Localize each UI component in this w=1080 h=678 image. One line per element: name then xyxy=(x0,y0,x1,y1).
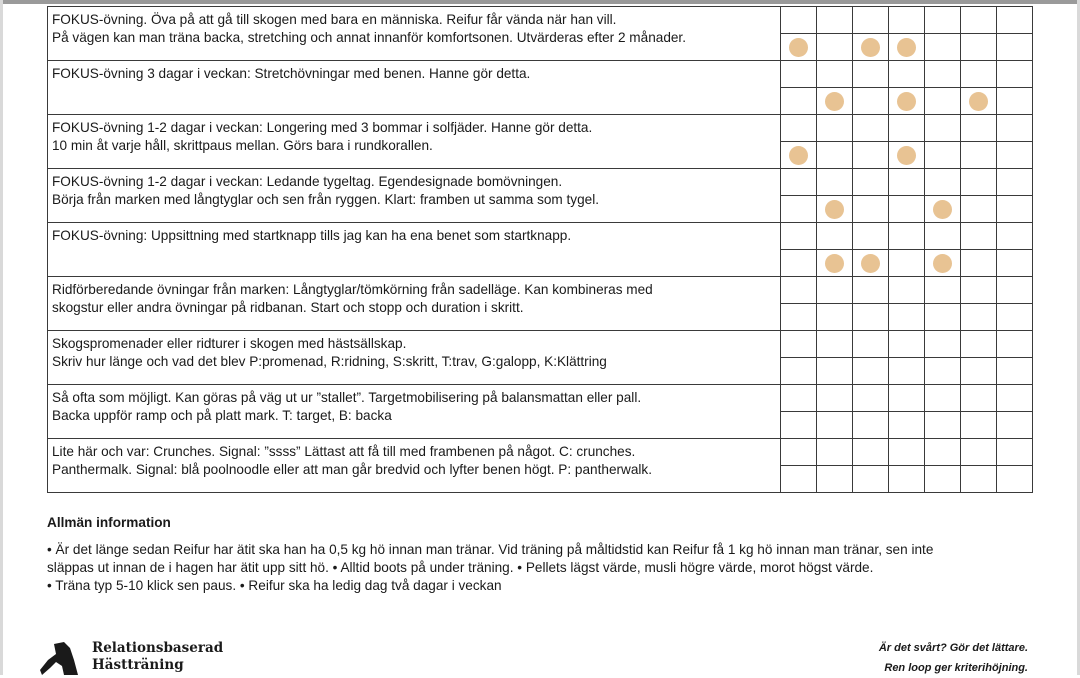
description-line: Ridförberedande övningar från marken: Långtyglar/tömkörning från sadelläge. Kan kombineras med xyxy=(52,282,653,297)
info-line: • Är det länge sedan Reifur har ätit ska han ha 0,5 kg hö innan man tränar. Vid träning på måltidstid kan Reifur få 1 kg hö innan man tränar, sen inte xyxy=(47,542,934,557)
completed-dot-icon xyxy=(861,38,880,57)
completed-dot-icon xyxy=(825,254,844,273)
check-cell[interactable] xyxy=(961,88,997,115)
check-cell[interactable] xyxy=(817,385,853,412)
check-cell[interactable] xyxy=(997,331,1033,358)
brand-line: Hästträning xyxy=(92,657,184,673)
table-row xyxy=(48,61,1033,88)
check-cell[interactable] xyxy=(853,304,889,331)
check-cell[interactable] xyxy=(781,412,817,439)
check-cell[interactable] xyxy=(961,196,997,223)
exercise-description xyxy=(48,223,781,277)
table-row xyxy=(48,223,1033,250)
check-cell[interactable] xyxy=(817,142,853,169)
check-cell[interactable] xyxy=(997,439,1033,466)
completed-dot-icon xyxy=(969,92,988,111)
check-cell[interactable] xyxy=(781,142,817,169)
check-cell[interactable] xyxy=(817,331,853,358)
description-line: På vägen kan man träna backa, stretching och annat innanför komfortsonen. Utvärderas efter 2 månader. xyxy=(52,30,686,45)
completed-dot-icon xyxy=(861,254,880,273)
check-cell[interactable] xyxy=(997,196,1033,223)
check-cell[interactable] xyxy=(889,466,925,493)
check-cell[interactable] xyxy=(853,277,889,304)
check-cell[interactable] xyxy=(997,142,1033,169)
check-cell[interactable] xyxy=(853,196,889,223)
check-cell[interactable] xyxy=(889,115,925,142)
check-cell[interactable] xyxy=(889,250,925,277)
check-cell[interactable] xyxy=(889,169,925,196)
check-cell[interactable] xyxy=(961,7,997,34)
check-cell[interactable] xyxy=(925,7,961,34)
check-cell[interactable] xyxy=(853,34,889,61)
check-cell[interactable] xyxy=(817,412,853,439)
check-cell[interactable] xyxy=(781,223,817,250)
check-cell[interactable] xyxy=(889,88,925,115)
table-row xyxy=(48,115,1033,142)
check-cell[interactable] xyxy=(817,7,853,34)
brand-line: Relationsbaserad xyxy=(92,640,224,656)
training-table xyxy=(47,6,1033,493)
check-cell[interactable] xyxy=(889,34,925,61)
check-cell[interactable] xyxy=(889,439,925,466)
check-cell[interactable] xyxy=(781,439,817,466)
page-edge-left xyxy=(0,0,3,675)
check-cell[interactable] xyxy=(853,223,889,250)
check-cell[interactable] xyxy=(961,142,997,169)
check-cell[interactable] xyxy=(925,331,961,358)
check-cell[interactable] xyxy=(997,88,1033,115)
completed-dot-icon xyxy=(789,146,808,165)
check-cell[interactable] xyxy=(781,115,817,142)
check-cell[interactable] xyxy=(925,412,961,439)
description-line: FOKUS-övning 3 dagar i veckan: Stretchövningar med benen. Hanne gör detta. xyxy=(52,66,531,81)
check-cell[interactable] xyxy=(781,196,817,223)
tagline-line: Är det svårt? Gör det lättare. xyxy=(878,642,1028,654)
check-cell[interactable] xyxy=(889,196,925,223)
completed-dot-icon xyxy=(789,38,808,57)
check-cell[interactable] xyxy=(853,142,889,169)
check-cell[interactable] xyxy=(997,277,1033,304)
exercise-description xyxy=(48,115,781,169)
check-cell[interactable] xyxy=(781,88,817,115)
check-cell[interactable] xyxy=(925,61,961,88)
description-line: FOKUS-övning 1-2 dagar i veckan: Ledande tygeltag. Egendesignade bomövningen. xyxy=(52,174,563,189)
check-cell[interactable] xyxy=(961,277,997,304)
table-row xyxy=(48,331,1033,358)
table-row xyxy=(48,439,1033,466)
tagline-line: Ren loop ger kriterihöjning. xyxy=(884,662,1028,674)
tagline xyxy=(879,638,1028,678)
check-cell[interactable] xyxy=(889,412,925,439)
check-cell[interactable] xyxy=(925,304,961,331)
check-cell[interactable] xyxy=(817,88,853,115)
check-cell[interactable] xyxy=(817,439,853,466)
completed-dot-icon xyxy=(825,92,844,111)
check-cell[interactable] xyxy=(817,466,853,493)
check-cell[interactable] xyxy=(997,223,1033,250)
completed-dot-icon xyxy=(897,92,916,111)
description-line: Så ofta som möjligt. Kan göras på väg ut ur ”stallet”. Targetmobilisering på balansmattan eller pall. xyxy=(52,390,642,405)
check-cell[interactable] xyxy=(781,61,817,88)
check-cell[interactable] xyxy=(997,385,1033,412)
completed-dot-icon xyxy=(825,200,844,219)
table-row xyxy=(48,277,1033,304)
check-cell[interactable] xyxy=(853,115,889,142)
check-cell[interactable] xyxy=(853,331,889,358)
table-row xyxy=(48,7,1033,34)
check-cell[interactable] xyxy=(781,466,817,493)
description-line: Börja från marken med långtyglar och sen från ryggen. Klart: framben ut samma som tygel. xyxy=(52,192,600,207)
description-line: Panthermalk. Signal: blå poolnoodle eller att man går bredvid och lyfter benen högt. P: pantherwalk. xyxy=(52,462,652,477)
check-cell[interactable] xyxy=(997,169,1033,196)
exercise-description xyxy=(48,7,781,61)
check-cell[interactable] xyxy=(889,331,925,358)
info-line: • Träna typ 5-10 klick sen paus. • Reifur ska ha ledig dag två dagar i veckan xyxy=(47,578,502,593)
check-cell[interactable] xyxy=(817,34,853,61)
check-cell[interactable] xyxy=(817,223,853,250)
check-cell[interactable] xyxy=(997,358,1033,385)
check-cell[interactable] xyxy=(853,358,889,385)
check-cell[interactable] xyxy=(961,223,997,250)
description-line: FOKUS-övning. Öva på att gå till skogen med bara en människa. Reifur får vända när han vill. xyxy=(52,12,617,27)
info-body xyxy=(47,541,1037,595)
info-line: släppas ut innan de i hagen har ätit upp sitt hö. • Alltid boots på under träning. • Pellets lägst värde, musli högre värde, morot högst värde. xyxy=(47,560,874,575)
check-cell[interactable] xyxy=(889,304,925,331)
completed-dot-icon xyxy=(933,200,952,219)
check-cell[interactable] xyxy=(817,169,853,196)
description-line: 10 min åt varje håll, skrittpaus mellan. Görs bara i rundkorallen. xyxy=(52,138,433,153)
check-cell[interactable] xyxy=(853,412,889,439)
check-cell[interactable] xyxy=(997,412,1033,439)
check-cell[interactable] xyxy=(997,34,1033,61)
check-cell[interactable] xyxy=(925,358,961,385)
check-cell[interactable] xyxy=(853,466,889,493)
check-cell[interactable] xyxy=(817,115,853,142)
check-cell[interactable] xyxy=(817,277,853,304)
check-cell[interactable] xyxy=(925,196,961,223)
check-cell[interactable] xyxy=(853,439,889,466)
check-cell[interactable] xyxy=(961,412,997,439)
check-cell[interactable] xyxy=(889,358,925,385)
check-cell[interactable] xyxy=(781,169,817,196)
check-cell[interactable] xyxy=(961,466,997,493)
check-cell[interactable] xyxy=(853,250,889,277)
check-cell[interactable] xyxy=(961,169,997,196)
description-line: FOKUS-övning 1-2 dagar i veckan: Longering med 3 bommar i solfjäder. Hanne gör detta. xyxy=(52,120,593,135)
check-cell[interactable] xyxy=(853,169,889,196)
check-cell[interactable] xyxy=(889,385,925,412)
description-line: skogstur eller andra övningar på ridbanan. Start och stopp och duration i skritt. xyxy=(52,300,524,315)
check-cell[interactable] xyxy=(781,250,817,277)
check-cell[interactable] xyxy=(817,304,853,331)
exercise-description xyxy=(48,439,781,493)
exercise-description xyxy=(48,61,781,115)
check-cell[interactable] xyxy=(889,61,925,88)
exercise-description xyxy=(48,385,781,439)
check-cell[interactable] xyxy=(961,385,997,412)
check-cell[interactable] xyxy=(925,142,961,169)
check-cell[interactable] xyxy=(997,466,1033,493)
check-cell[interactable] xyxy=(817,358,853,385)
check-cell[interactable] xyxy=(925,169,961,196)
check-cell[interactable] xyxy=(997,61,1033,88)
completed-dot-icon xyxy=(933,254,952,273)
check-cell[interactable] xyxy=(997,7,1033,34)
check-cell[interactable] xyxy=(997,304,1033,331)
check-cell[interactable] xyxy=(925,385,961,412)
check-cell[interactable] xyxy=(781,358,817,385)
check-cell[interactable] xyxy=(889,223,925,250)
check-cell[interactable] xyxy=(961,34,997,61)
description-line: FOKUS-övning: Uppsittning med startknapp tills jag kan ha ena benet som startknapp. xyxy=(52,228,572,243)
info-title: Allmän information xyxy=(47,515,171,530)
check-cell[interactable] xyxy=(925,277,961,304)
brand-logo-icon xyxy=(40,640,88,675)
brand-name xyxy=(92,640,223,674)
check-cell[interactable] xyxy=(961,250,997,277)
check-cell[interactable] xyxy=(925,34,961,61)
table-row xyxy=(48,385,1033,412)
description-line: Skogspromenader eller ridturer i skogen med hästsällskap. xyxy=(52,336,407,351)
check-cell[interactable] xyxy=(961,61,997,88)
exercise-description xyxy=(48,331,781,385)
description-line: Skriv hur länge och vad det blev P:promenad, R:ridning, S:skritt, T:trav, G:galopp, K:Klättring xyxy=(52,354,607,369)
check-cell[interactable] xyxy=(781,277,817,304)
exercise-description xyxy=(48,277,781,331)
check-cell[interactable] xyxy=(853,7,889,34)
check-cell[interactable] xyxy=(781,34,817,61)
top-strip xyxy=(3,0,1077,4)
check-cell[interactable] xyxy=(817,250,853,277)
check-cell[interactable] xyxy=(961,115,997,142)
completed-dot-icon xyxy=(897,38,916,57)
check-cell[interactable] xyxy=(889,142,925,169)
check-cell[interactable] xyxy=(925,115,961,142)
check-cell[interactable] xyxy=(853,385,889,412)
check-cell[interactable] xyxy=(925,439,961,466)
check-cell[interactable] xyxy=(781,385,817,412)
check-cell[interactable] xyxy=(961,439,997,466)
check-cell[interactable] xyxy=(781,331,817,358)
check-cell[interactable] xyxy=(925,466,961,493)
check-cell[interactable] xyxy=(781,304,817,331)
check-cell[interactable] xyxy=(925,250,961,277)
check-cell[interactable] xyxy=(961,358,997,385)
completed-dot-icon xyxy=(897,146,916,165)
check-cell[interactable] xyxy=(889,277,925,304)
check-cell[interactable] xyxy=(853,88,889,115)
check-cell[interactable] xyxy=(925,88,961,115)
check-cell[interactable] xyxy=(961,331,997,358)
check-cell[interactable] xyxy=(961,304,997,331)
description-line: Backa uppför ramp och på platt mark. T: target, B: backa xyxy=(52,408,392,423)
check-cell[interactable] xyxy=(853,61,889,88)
check-cell[interactable] xyxy=(925,223,961,250)
check-cell[interactable] xyxy=(817,61,853,88)
check-cell[interactable] xyxy=(781,7,817,34)
check-cell[interactable] xyxy=(817,196,853,223)
description-line: Lite här och var: Crunches. Signal: ”ssss” Lättast att få till med frambenen på något. C: crunches. xyxy=(52,444,636,459)
check-cell[interactable] xyxy=(889,7,925,34)
check-cell[interactable] xyxy=(997,115,1033,142)
check-cell[interactable] xyxy=(997,250,1033,277)
table-row xyxy=(48,169,1033,196)
exercise-description xyxy=(48,169,781,223)
